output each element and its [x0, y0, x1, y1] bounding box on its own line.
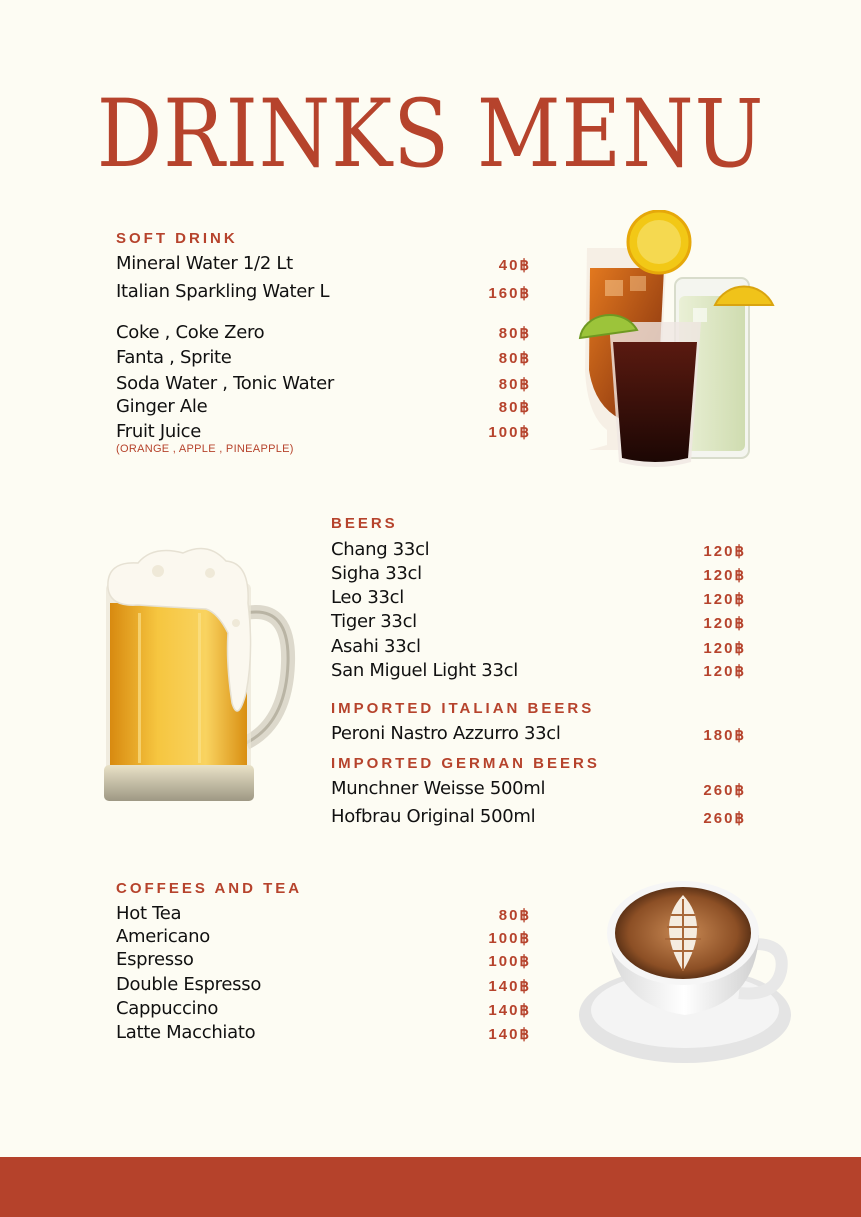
menu-item-price: 80฿ [498, 325, 531, 342]
menu-item-name: Fanta , Sprite [116, 347, 232, 368]
menu-item-price: 40฿ [498, 257, 531, 274]
menu-item-name: Mineral Water 1/2 Lt [116, 253, 293, 274]
menu-item-name: Leo 33cl [331, 587, 404, 608]
soft-drink-heading: SOFT DRINK [116, 230, 238, 247]
latte-cup-image [575, 875, 795, 1070]
menu-item-name: Hot Tea [116, 903, 182, 924]
menu-item-price: 100฿ [488, 953, 531, 970]
german-beers-heading: IMPORTED GERMAN BEERS [331, 755, 600, 772]
menu-item-price: 140฿ [488, 978, 531, 995]
juice-flavors-note: (ORANGE , APPLE , PINEAPPLE) [116, 443, 294, 455]
menu-item-price: 100฿ [488, 424, 531, 441]
menu-item-price: 80฿ [498, 350, 531, 367]
menu-item-name: Peroni Nastro Azzurro 33cl [331, 723, 561, 744]
menu-item-price: 160฿ [488, 285, 531, 302]
menu-item-name: Sigha 33cl [331, 563, 422, 584]
beer-mug-image [98, 543, 298, 813]
menu-item-name: Hofbrau Original 500ml [331, 806, 536, 827]
menu-title: DRINKS MENU [96, 80, 765, 189]
menu-item-price: 120฿ [703, 615, 746, 632]
menu-item-name: Soda Water , Tonic Water [116, 373, 334, 394]
menu-item-price: 120฿ [703, 640, 746, 657]
menu-item-name: Double Espresso [116, 974, 262, 995]
menu-item-name: Latte Macchiato [116, 1022, 256, 1043]
menu-item-price: 120฿ [703, 591, 746, 608]
menu-item-price: 180฿ [703, 727, 746, 744]
menu-item-name: Coke , Coke Zero [116, 322, 265, 343]
menu-item-name: Munchner Weisse 500ml [331, 778, 546, 799]
menu-item-name: Tiger 33cl [331, 611, 417, 632]
menu-item-price: 120฿ [703, 663, 746, 680]
menu-item-name: San Miguel Light 33cl [331, 660, 518, 681]
menu-item-price: 80฿ [498, 399, 531, 416]
menu-item-price: 260฿ [703, 810, 746, 827]
menu-item-name: Ginger Ale [116, 396, 208, 417]
menu-item-name: Asahi 33cl [331, 636, 421, 657]
menu-item-name: Chang 33cl [331, 539, 430, 560]
coffees-heading: COFFEES AND TEA [116, 880, 303, 897]
footer-bar [0, 1157, 861, 1217]
menu-item-price: 260฿ [703, 782, 746, 799]
italian-beers-heading: IMPORTED ITALIAN BEERS [331, 700, 595, 717]
menu-item-name: Americano [116, 926, 210, 947]
menu-item-name: Italian Sparkling Water L [116, 281, 330, 302]
menu-item-name: Fruit Juice [116, 421, 202, 442]
glasses-of-soft-drinks-image [575, 210, 785, 475]
menu-item-price: 80฿ [498, 907, 531, 924]
menu-item-name: Cappuccino [116, 998, 219, 1019]
menu-item-price: 120฿ [703, 543, 746, 560]
menu-item-name: Espresso [116, 949, 194, 970]
menu-item-price: 100฿ [488, 930, 531, 947]
menu-item-price: 140฿ [488, 1026, 531, 1043]
menu-item-price: 140฿ [488, 1002, 531, 1019]
beers-heading: BEERS [331, 515, 398, 532]
menu-item-price: 120฿ [703, 567, 746, 584]
menu-item-price: 80฿ [498, 376, 531, 393]
